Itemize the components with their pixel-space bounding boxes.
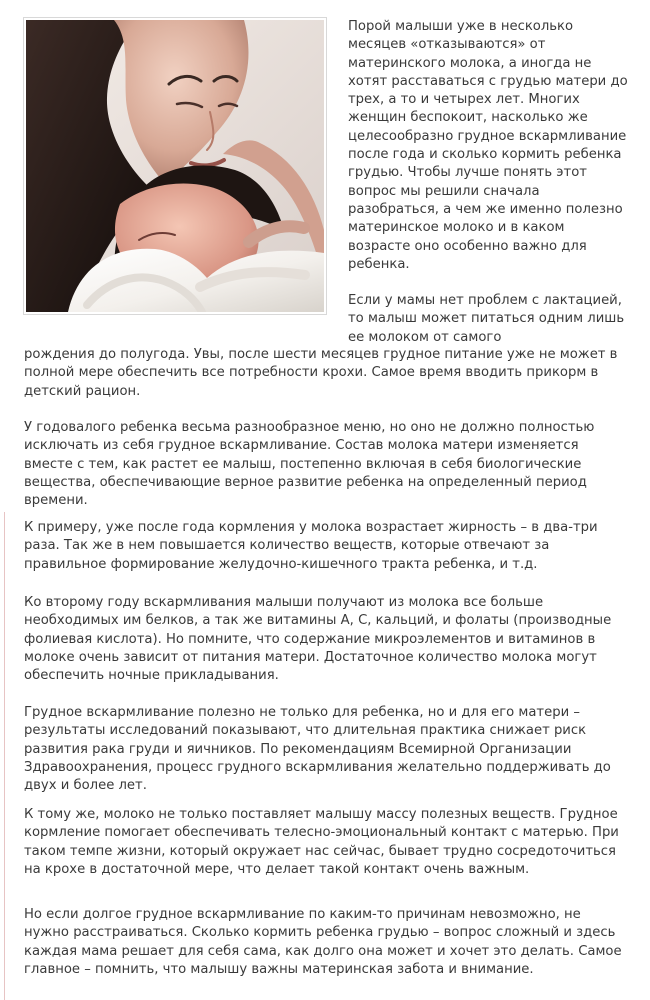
article-paragraph: У годовалого ребенка весьма разнообразное меню, но оно не должно полностью исключать из себя грудное вскармливание. Состав молока матери изменяется вместе с тем, как растет ее малыш, постепенно включая в себя биологические вещества, обеспечивающие верное развитие ребенка на определенный период времени. [24, 420, 595, 509]
lactation-paragraph-start: Если у мамы нет проблем с лактацией, то малыш может питаться одним лишь ее молоком от самого [348, 293, 625, 345]
article-paragraph: К примеру, уже после года кормления у молока возрастает жирность – в два-три раза. Так же в нем повышается количество веществ, которые отвечают за правильное формирование желудочно-кишечного тракта ребенка, и т.д. [24, 520, 598, 572]
lactation-paragraph-rest: рождения до полугода. Увы, после шести месяцев грудное питание уже не может в полной мере обеспечить все потребности крохи. Самое время вводить прикорм в детский рацион. [24, 347, 618, 399]
article-paragraph: К тому же, молоко не только поставляет малышу массу полезных веществ. Грудное кормление помогает обеспечивать телесно-эмоциональный контакт с матерью. При таком темпе жизни, который окружает нас сейчас, бывает трудно сосредоточиться на крохе в достаточной мере, что делает такой контакт очень важным. [24, 807, 619, 877]
article-paragraph: Но если долгое грудное вскармливание по каким-то причинам невозможно, не нужно расстраиваться. Сколько кормить ребенка грудью – вопрос сложный и здесь каждая мама решает для себя сама, как долго она может и хочет это делать. Самое главное – помнить, что малышу важны материнская забота и внимание. [24, 907, 622, 977]
mother-and-baby-photo [23, 17, 327, 315]
article-paragraph: Грудное вскармливание полезно не только для ребенка, но и для его матери – результаты исследований показывают, что длительная практика снижает риск развития рака груди и яичников. По рекомендациям Всемирной Организации Здравоохранения, процесс грудного вскармливания желательно поддерживать до двух и более лет. [24, 705, 611, 794]
intro-paragraph [348, 18, 628, 274]
left-decorative-rule [4, 512, 5, 1000]
article-paragraph: Ко второму году вскармливания малыши получают из молока все больше необходимых им белков, а так же витамины А, С, кальций, и фолаты (производные фолиевая кислота). Но помните, что содержание микроэлементов и витаминов в молоке очень зависит от питания матери. Достаточное количество молока могут обеспечить ночные прикладывания. [24, 595, 612, 684]
intro-text: Порой малыши уже в несколько месяцев «отказываются» от материнского молока, а иногда не хотят расставаться с грудью матери до трех, а то и четырех лет. Многих женщин беспокоит, насколько же целесообразно грудное вскармливание после года и сколько кормить ребенка грудью. Чтобы лучше понять этот вопрос мы решили сначала разобраться, а чем же именно полезно материнское молоко и в каком возрасте оно особенно важно для ребенка. [348, 19, 628, 272]
mother-and-baby-illustration [26, 20, 324, 312]
